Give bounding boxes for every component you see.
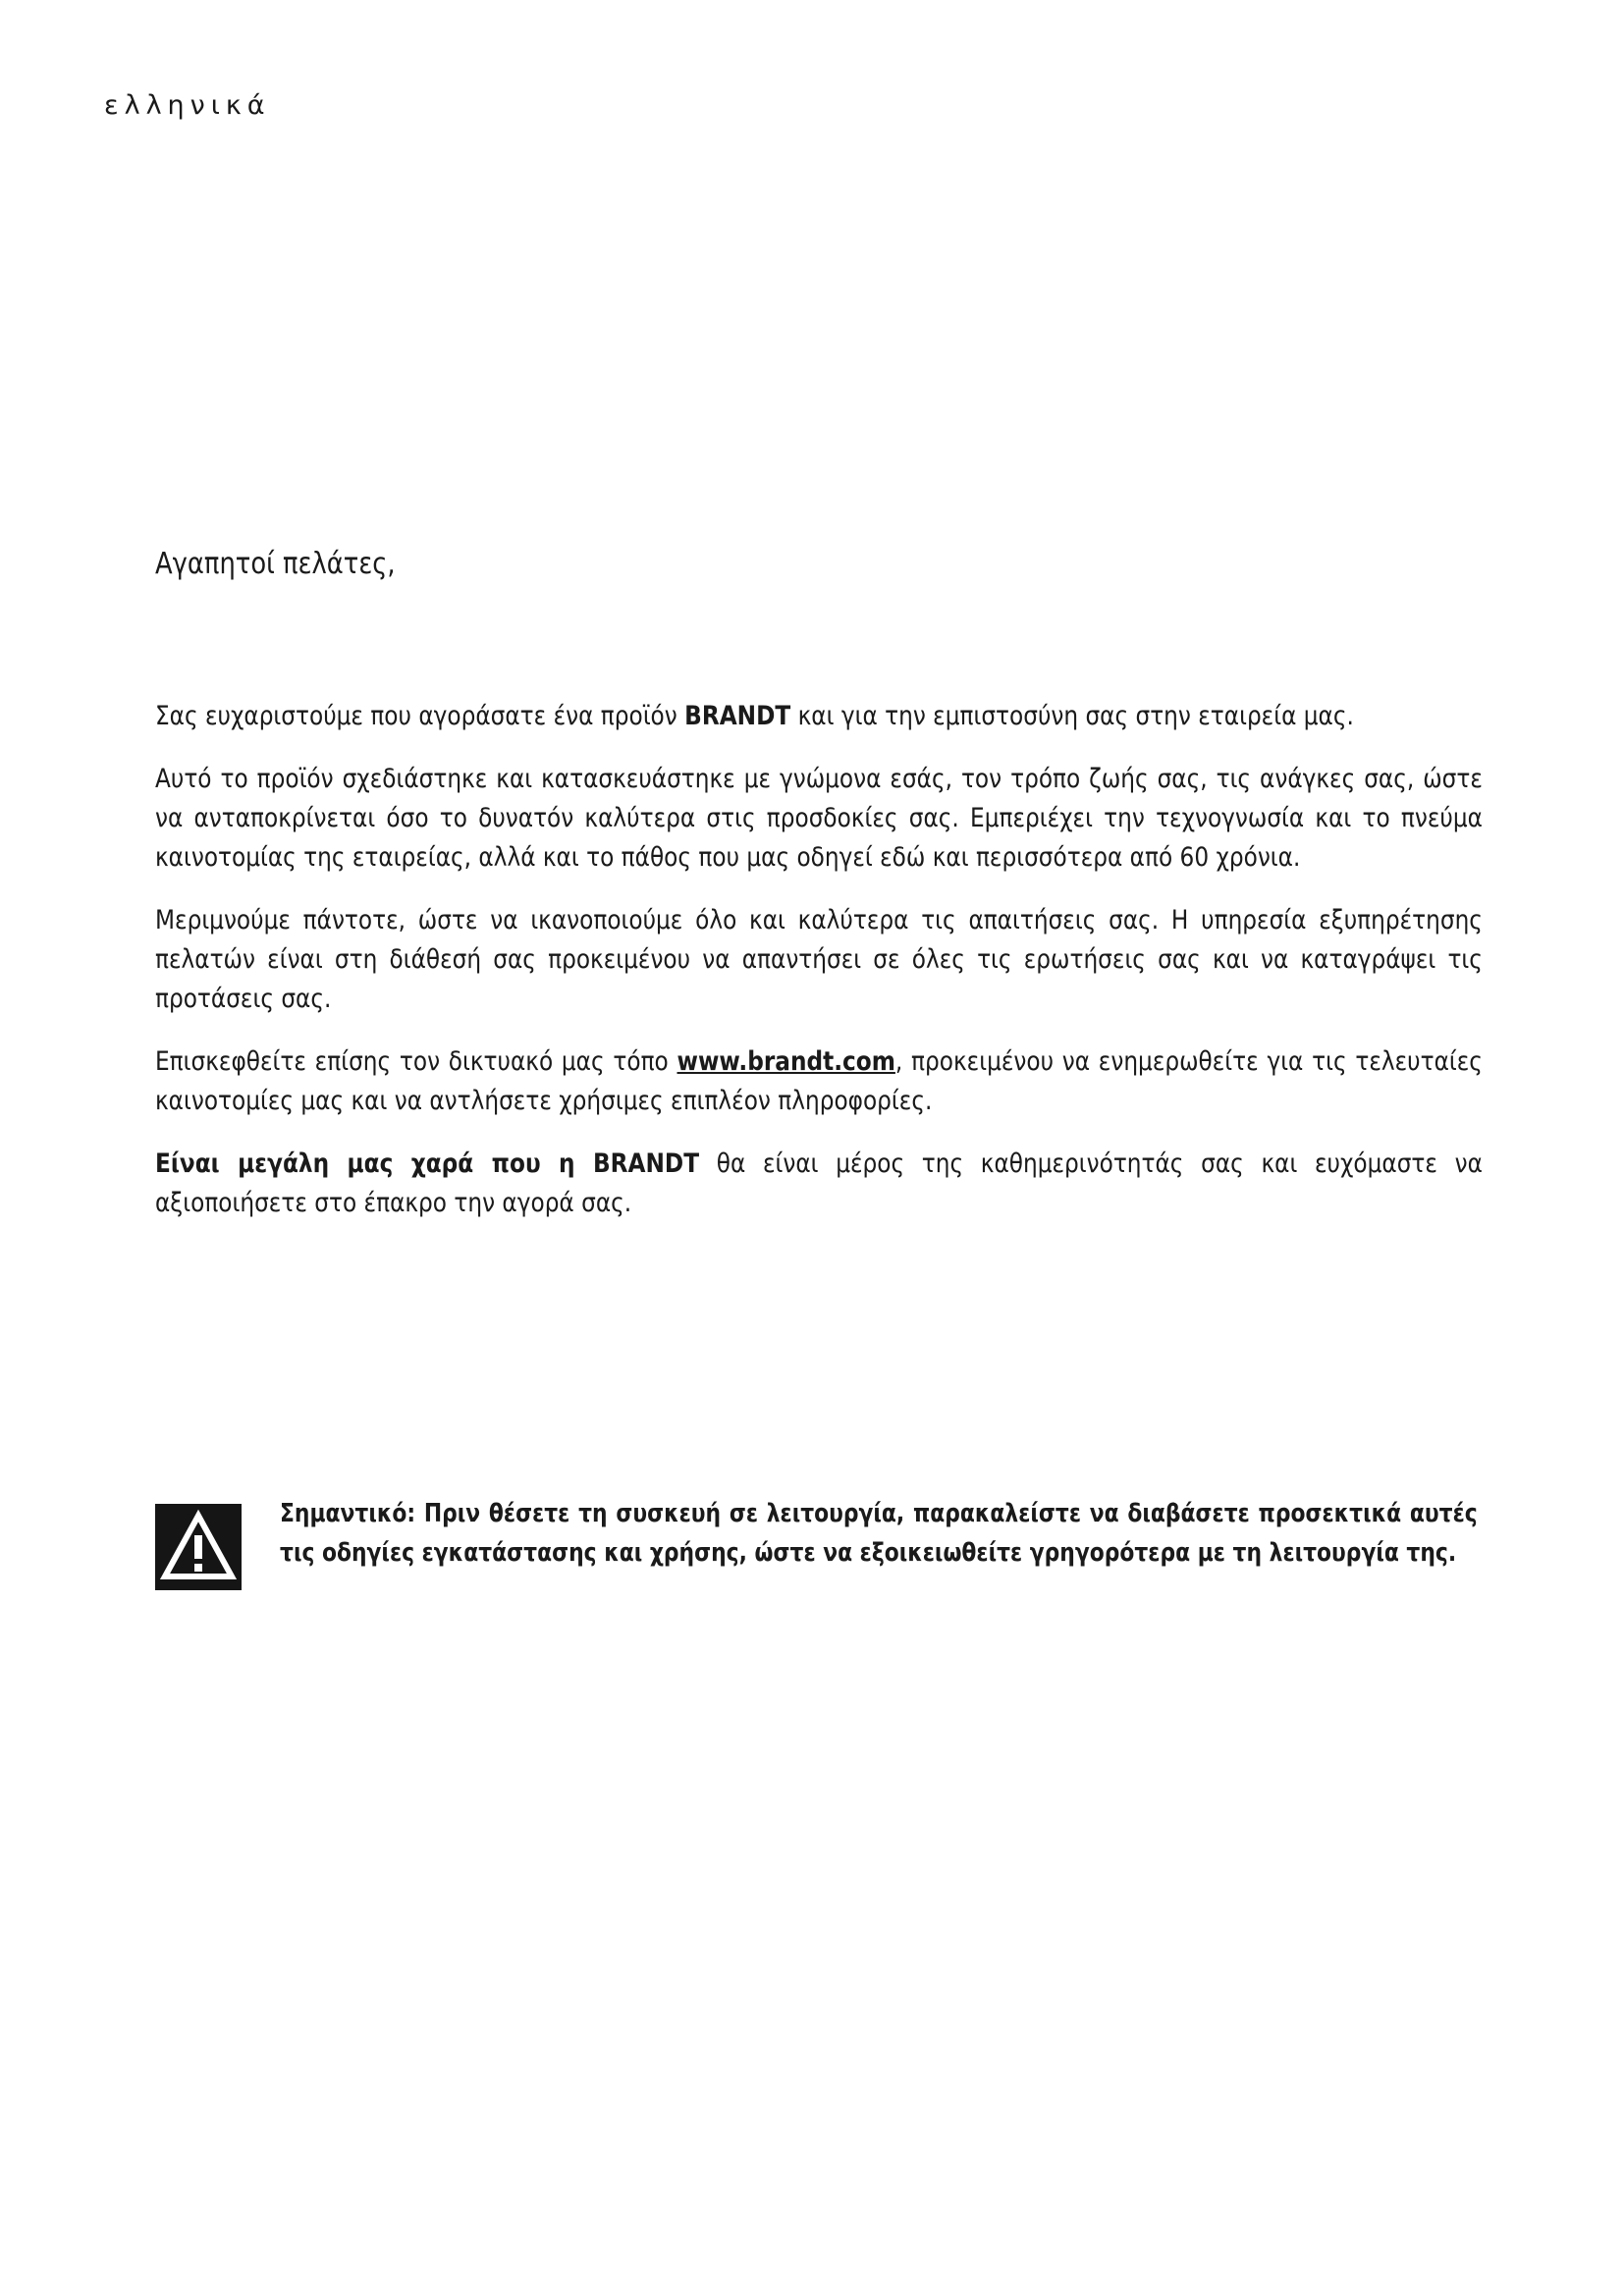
notice-text: Σημαντικό: Πριν θέσετε τη συσκευή σε λειτουργία, παρακαλείστε να διαβάσετε προσεκτικά αυτές τις οδηγίες εγκατάστασης και χρήσης, ώστε να εξοικειωθείτε γρηγορότερα με τη λειτουργία της. — [280, 1499, 1478, 1568]
language-label: ελληνικά — [104, 90, 271, 121]
important-notice — [155, 1494, 1502, 1612]
brand-name: BRANDT — [684, 701, 791, 731]
product-paragraph: Αυτό το προϊόν σχεδιάστηκε και κατασκευάστηκε με γνώμονα εσάς, τον τρόπο ζωής σας, τις ανάγκες σας, ώστε να ανταποκρίνεται όσο το δυνατόν καλύτερα στις προσδοκίες σας. Εμπεριέχει την τεχνογνωσία και το πνεύμα καινοτομίας της εταιρείας, αλλά και το πάθος που μας οδηγεί εδώ και περισσότερα από 60 χρόνια. — [155, 764, 1483, 873]
closing-bold-text: Είναι μεγάλη μας χαρά που η BRANDT — [155, 1148, 700, 1179]
closing-text: θα είναι μέρος της καθημερινότητάς σας και ευχόμαστε να αξιοποιήσετε στο έπακρο την αγορά σας. — [155, 1148, 1483, 1218]
website-text-end: , προκειμένου να ενημερωθείτε για τις τελευταίες καινοτομίες μας και να αντλήσετε χρήσιμες επιπλέον πληροφορίες. — [155, 1046, 1483, 1116]
thanks-paragraph — [155, 697, 1483, 736]
thanks-text-start: Σας ευχαριστούμε που αγοράσατε ένα προϊόν — [155, 701, 685, 731]
thanks-text-end: και για την εμπιστοσύνη σας στην εταιρεία μας. — [790, 701, 1354, 731]
website-paragraph — [155, 1042, 1483, 1121]
website-text-start: Επισκεφθείτε επίσης τον δικτυακό μας τόπο — [155, 1046, 677, 1077]
greeting: Αγαπητοί πελάτες, — [155, 547, 396, 581]
website-link[interactable]: www.brandt.com — [677, 1046, 895, 1077]
warning-triangle-icon — [155, 1504, 242, 1590]
letter-body — [155, 545, 1483, 1223]
service-paragraph: Μεριμνούμε πάντοτε, ώστε να ικανοποιούμε όλο και καλύτερα τις απαιτήσεις σας. Η υπηρεσία εξυπηρέτησης πελατών είναι στη διάθεσή σας προκειμένου να απαντήσει σε όλες τις ερωτήσεις σας και να καταγράψει τις προτάσεις σας. — [155, 905, 1483, 1014]
closing-paragraph — [155, 1145, 1483, 1223]
